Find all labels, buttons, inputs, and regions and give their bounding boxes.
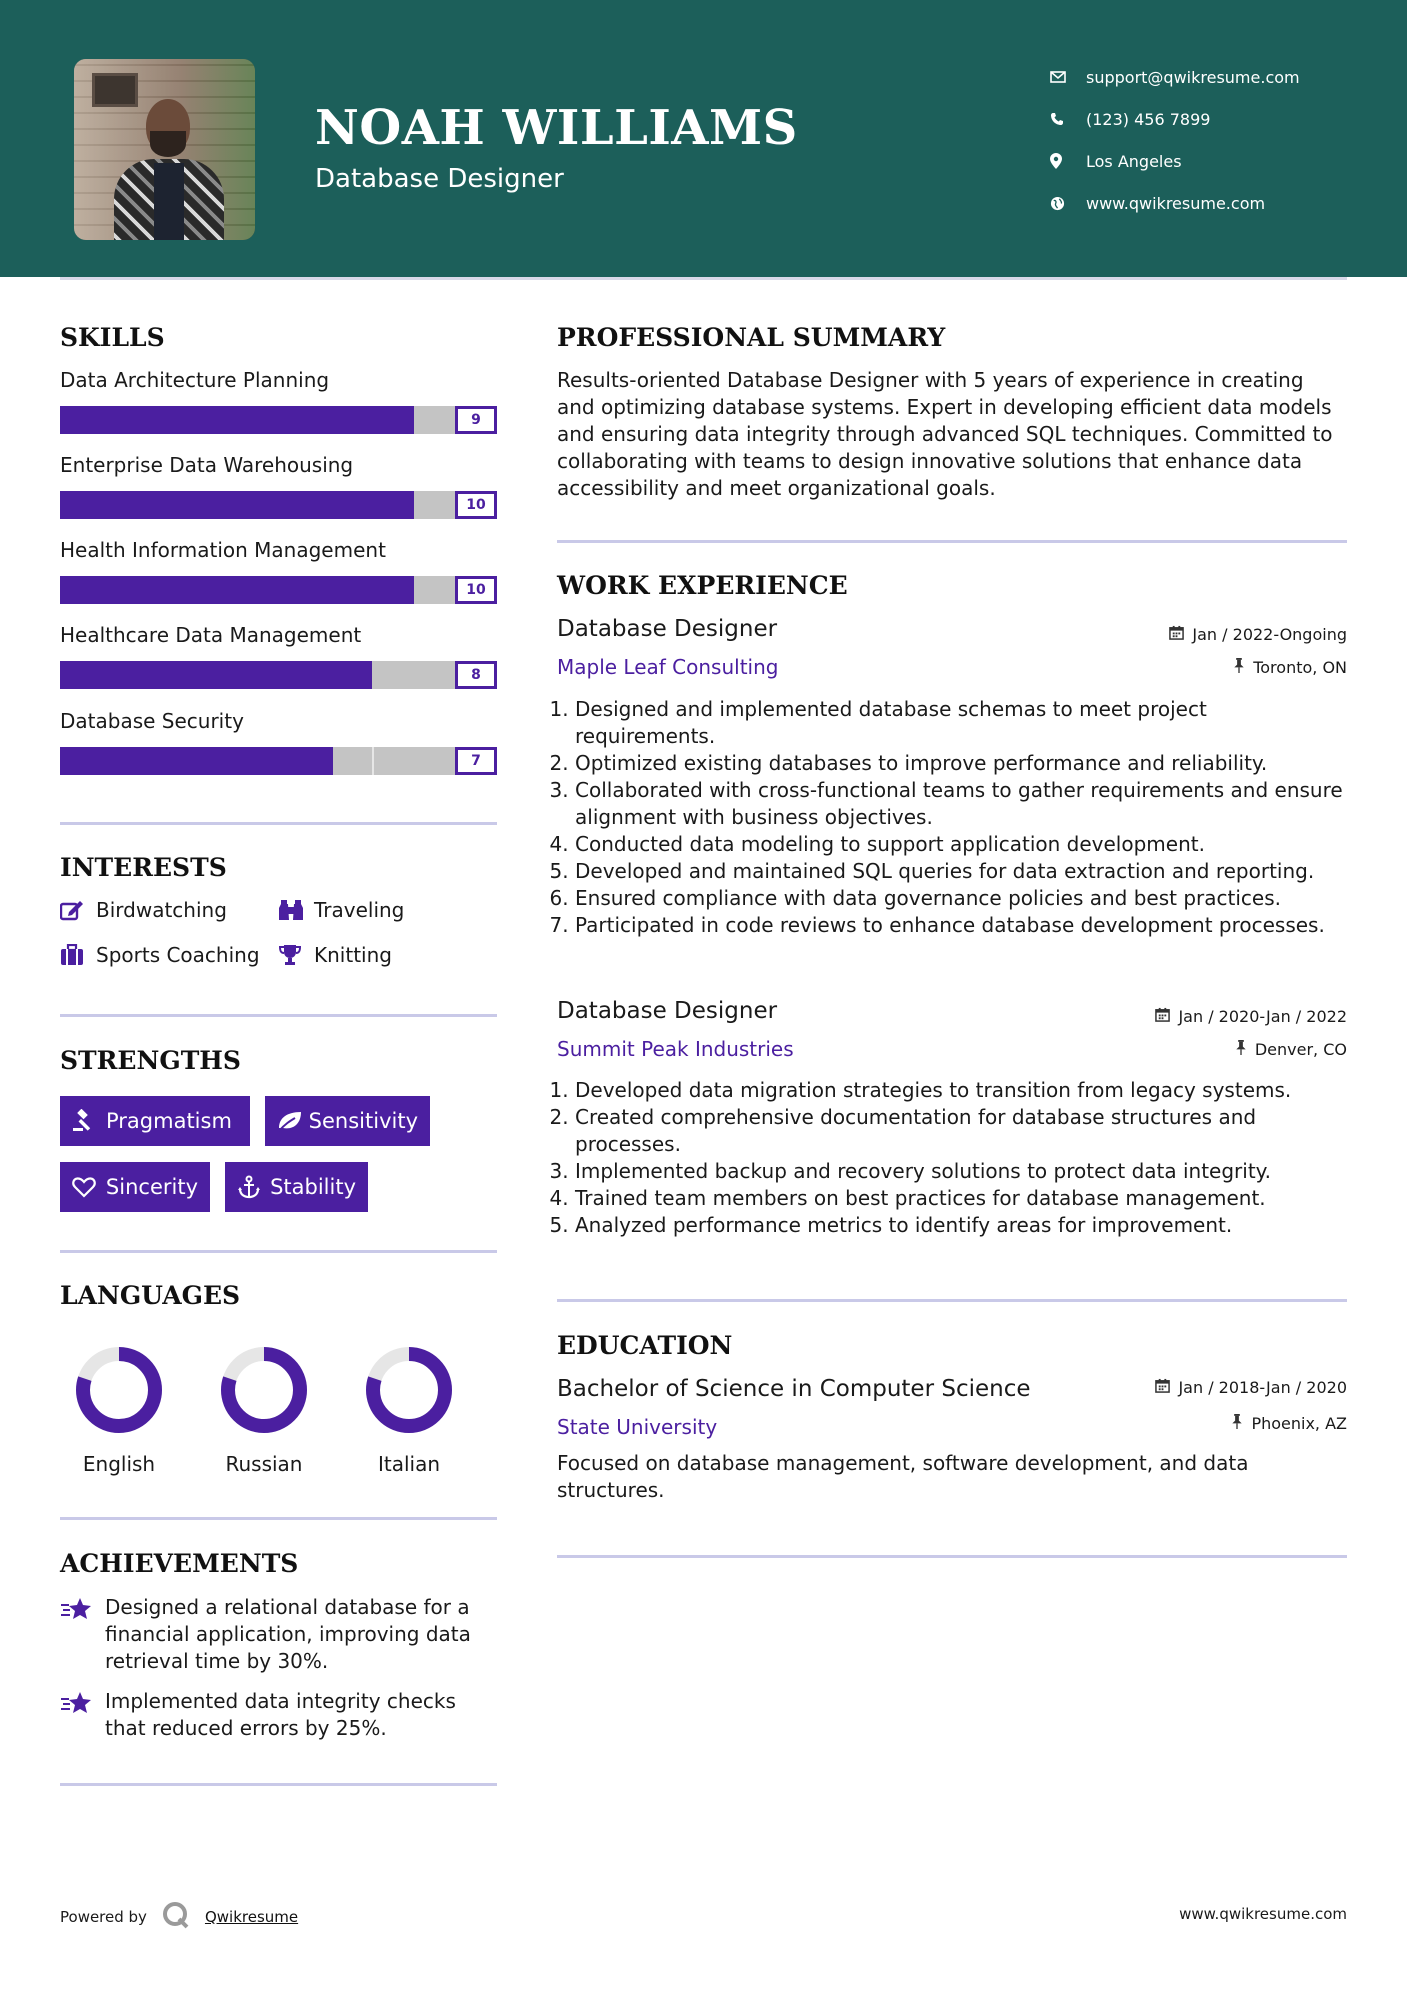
degree-title: Bachelor of Science in Computer Science — [557, 1376, 1031, 1402]
phone-icon — [1050, 112, 1086, 126]
skill-bar — [60, 491, 497, 519]
language-label: English — [82, 1452, 156, 1476]
experience-heading: WORK EXPERIENCE — [557, 571, 848, 600]
section-divider — [557, 540, 1347, 543]
achievements-heading: ACHIEVEMENTS — [60, 1549, 299, 1578]
education-location: Phoenix, AZ — [1231, 1414, 1347, 1433]
responsibility-item: 2. Created comprehensive documentation for database structures and processes. — [575, 1104, 1347, 1158]
trophy-icon — [278, 944, 314, 966]
header-divider — [60, 277, 1347, 280]
strengths-heading: STRENGTHS — [60, 1046, 241, 1075]
calendar-icon — [1169, 625, 1184, 644]
summary-text: Results-oriented Database Designer with 5 years of experience in creating and optimizing database systems. Expert in developing efficient data models and ensuring data integrity through advanced SQL techniques. Committed to collaborating with teams to design innovative solutions that enhance data accessibility and meet organizational goals. — [557, 368, 1333, 500]
interest-item: Knitting — [278, 943, 392, 967]
achievement-item: Implemented data integrity checks that reduced errors by 25%. — [60, 1688, 500, 1742]
language-label: Russian — [225, 1452, 303, 1476]
company-name: Maple Leaf Consulting — [557, 655, 779, 679]
language-label: Italian — [377, 1452, 441, 1476]
skill-level: 10 — [455, 491, 497, 519]
job-dates: Jan / 2020-Jan / 2022 — [1155, 1007, 1347, 1026]
section-divider — [60, 1014, 497, 1017]
skill-bar-fill — [60, 576, 414, 604]
skill-label: Healthcare Data Management — [60, 623, 362, 647]
interests-heading: INTERESTS — [60, 853, 227, 882]
shooting-star-icon — [60, 1594, 105, 1675]
section-divider — [60, 1250, 497, 1253]
skill-bar-fill — [60, 747, 333, 775]
skill-bar-fill — [60, 406, 414, 434]
strength-badge: Sensitivity — [265, 1096, 430, 1146]
interest-item: Sports Coaching — [60, 943, 260, 967]
skill-bar — [60, 576, 497, 604]
anchor-icon — [237, 1175, 270, 1199]
section-divider — [557, 1555, 1347, 1558]
job-title: Database Designer — [557, 616, 778, 642]
language-level-ring — [69, 1340, 169, 1440]
leaf-icon — [277, 1110, 309, 1132]
strength-badge: Sincerity — [60, 1162, 210, 1212]
pushpin-icon — [1233, 658, 1245, 677]
skill-level: 10 — [455, 576, 497, 604]
strength-badge: Stability — [225, 1162, 368, 1212]
contact-list — [1050, 56, 1300, 224]
responsibility-item: 5. Analyzed performance metrics to identify areas for improvement. — [575, 1212, 1347, 1239]
language-item — [59, 1340, 179, 1476]
profile-photo — [74, 59, 255, 240]
contact-website[interactable]: www.qwikresume.com — [1050, 182, 1300, 224]
pushpin-icon — [1231, 1414, 1243, 1433]
responsibility-item: 1. Designed and implemented database schemas to meet project requirements. — [575, 696, 1347, 750]
job-dates: Jan / 2022-Ongoing — [1169, 625, 1347, 644]
job-responsibilities — [557, 1077, 1347, 1239]
skills-heading: SKILLS — [60, 323, 165, 352]
briefcase-icon — [60, 944, 96, 966]
achievement-item: Designed a relational database for a financial application, improving data retrieval time by 30%. — [60, 1594, 500, 1675]
contact-location: Los Angeles — [1050, 140, 1300, 182]
interest-item: Traveling — [278, 898, 404, 922]
footer-website[interactable]: www.qwikresume.com — [1179, 1905, 1347, 1923]
education-description: Focused on database management, software development, and data structures. — [557, 1451, 1249, 1502]
contact-email[interactable]: support@qwikresume.com — [1050, 56, 1300, 98]
shooting-star-icon — [60, 1688, 105, 1742]
school-name: State University — [557, 1415, 718, 1439]
heart-icon — [72, 1176, 106, 1198]
skill-level: 7 — [455, 747, 497, 775]
education-heading: EDUCATION — [557, 1331, 733, 1360]
languages-heading: LANGUAGES — [60, 1281, 241, 1310]
responsibility-item: 1. Developed data migration strategies to transition from legacy systems. — [575, 1077, 1347, 1104]
skill-bar — [60, 661, 497, 689]
section-divider — [60, 1783, 497, 1786]
skill-bar-fill — [60, 491, 414, 519]
envelope-icon — [1050, 71, 1086, 83]
calendar-icon — [1155, 1007, 1170, 1026]
candidate-name: NOAH WILLIAMS — [315, 100, 798, 156]
qwikresume-logo-icon — [161, 1900, 191, 1934]
calendar-icon — [1155, 1378, 1170, 1397]
skill-level: 8 — [455, 661, 497, 689]
responsibility-item: 3. Collaborated with cross-functional teams to gather requirements and ensure alignment with business objectives. — [575, 777, 1347, 831]
section-divider — [60, 822, 497, 825]
qwikresume-link[interactable]: Qwikresume — [204, 1908, 299, 1926]
skill-level: 9 — [455, 406, 497, 434]
language-item — [204, 1340, 324, 1476]
contact-phone[interactable]: (123) 456 7899 — [1050, 98, 1300, 140]
education-dates: Jan / 2018-Jan / 2020 — [1155, 1378, 1347, 1397]
language-level-ring — [359, 1340, 459, 1440]
job-location: Toronto, ON — [1233, 658, 1347, 677]
job-title: Database Designer — [557, 998, 778, 1024]
strength-badge: Pragmatism — [60, 1096, 250, 1146]
skill-label: Enterprise Data Warehousing — [60, 453, 354, 477]
footer-powered-by: Powered by Qwikresume — [60, 1900, 298, 1934]
skill-bar — [60, 406, 497, 434]
responsibility-item: 5. Developed and maintained SQL queries for data extraction and reporting. — [575, 858, 1347, 885]
company-name: Summit Peak Industries — [557, 1037, 794, 1061]
candidate-title: Database Designer — [315, 164, 564, 194]
skill-bar-segment — [372, 747, 374, 775]
skill-bar — [60, 747, 497, 775]
summary-heading: PROFESSIONAL SUMMARY — [557, 323, 946, 352]
responsibility-item: 3. Implemented backup and recovery solutions to protect data integrity. — [575, 1158, 1347, 1185]
responsibility-item: 6. Ensured compliance with data governance policies and best practices. — [575, 885, 1347, 912]
interest-item: Birdwatching — [60, 898, 227, 922]
responsibility-item: 4. Trained team members on best practices for database management. — [575, 1185, 1347, 1212]
job-responsibilities — [557, 696, 1347, 939]
section-divider — [557, 1299, 1347, 1302]
pencil-square-icon — [60, 899, 96, 921]
responsibility-item: 7. Participated in code reviews to enhance database development processes. — [575, 912, 1347, 939]
pushpin-icon — [1235, 1040, 1247, 1059]
gavel-icon — [72, 1109, 106, 1133]
binoculars-icon — [278, 899, 314, 921]
location-pin-icon — [1050, 153, 1086, 169]
resume-header — [0, 0, 1407, 277]
responsibility-item: 4. Conducted data modeling to support application development. — [575, 831, 1347, 858]
job-location: Denver, CO — [1235, 1040, 1347, 1059]
skill-label: Health Information Management — [60, 538, 386, 562]
responsibility-item: 2. Optimized existing databases to improve performance and reliability. — [575, 750, 1347, 777]
language-item — [349, 1340, 469, 1476]
language-level-ring — [214, 1340, 314, 1440]
skill-label: Database Security — [60, 709, 244, 733]
skill-label: Data Architecture Planning — [60, 368, 330, 392]
section-divider — [60, 1517, 497, 1520]
skill-bar-fill — [60, 661, 372, 689]
globe-icon — [1050, 196, 1086, 211]
